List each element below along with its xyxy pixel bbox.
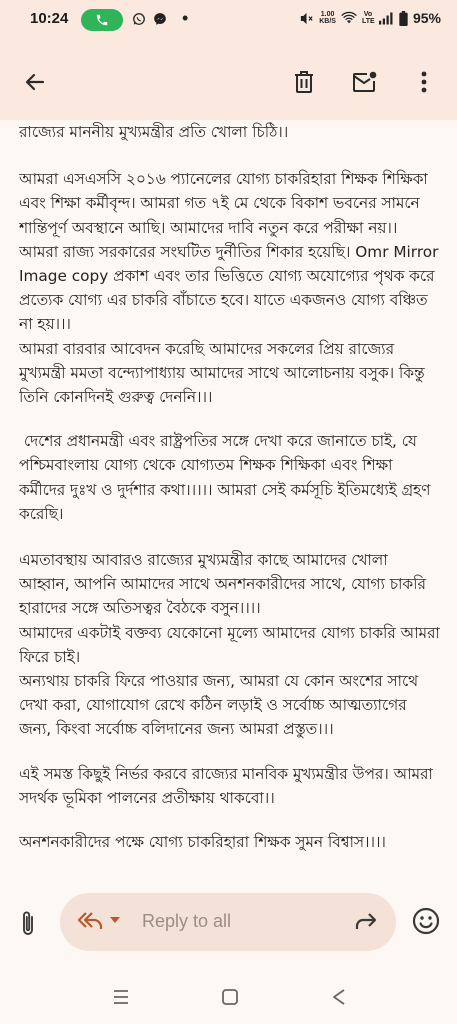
more-vert-icon [421, 71, 427, 93]
app-bar [0, 44, 457, 120]
status-time: 10:24 [30, 10, 69, 27]
system-nav-bar [0, 970, 457, 1024]
wifi-icon [341, 11, 357, 25]
reply-all-icon [76, 909, 104, 931]
reply-placeholder: Reply to all [142, 911, 232, 931]
phone-icon [95, 13, 109, 27]
recent-apps-button[interactable] [108, 984, 134, 1010]
email-signature: অনশনকারীদের পক্ষে যোগ্য চাকরিহারা শিক্ষক সুমন বিশ্বাস।।।। [19, 833, 386, 852]
back-arrow-icon [23, 70, 47, 94]
recent-apps-icon [112, 989, 130, 1005]
status-bar [0, 0, 457, 44]
dropdown-arrow-icon [110, 916, 120, 924]
mark-unread-button[interactable] [349, 66, 381, 98]
whatsapp-icon [132, 12, 146, 26]
delete-button[interactable] [288, 66, 320, 98]
reply-mode-selector[interactable] [76, 909, 120, 931]
more-options-button[interactable] [408, 66, 440, 98]
reply-bar [0, 876, 457, 970]
back-icon [331, 988, 347, 1006]
email-paragraph-3: দেশের প্রধানমন্ত্রী এবং রাষ্ট্রপতির সঙ্গে দেখা করে জানাতে চাই, যে পশ্চিমবাংলায় যোগ্য থেকে যোগ্যতম শিক্ষক শিক্ষিকা এবং শিক্ষা কর্মীদের দুঃখ ও দুর্দশার কথা।।।।। আমরা সেই কর্মসূচি ইতিমধ্যেই গ্রহণ করেছি। [19, 432, 436, 523]
attachment-icon [20, 910, 36, 938]
mute-icon [299, 11, 314, 26]
signal-icon [379, 12, 394, 25]
email-paragraph-4: এমতাবস্থায় আবারও রাজ্যের মুখ্যমন্ত্রীর কাছে আমাদের খোলা আহ্বান, আপনি আমাদের সাথে অনশনকারীদের সাথে, যোগ্য চাকরি হারাদের সঙ্গে অতিসত্বর বৈঠকে বসুন।।।। আমাদের একটাই বক্তব্য যেকোনো মূল্যে আমাদের যোগ্য চাকরি আমরা ফিরে চাই। অন্যথায় চাকরি ফিরে পাওয়ার জন্য, আমরা যে কোন অংশের সাথে দেখা করা, যোগাযোগ রেখে কঠিন লড়াই ও সর্বোচ্চ আত্মত্যাগের জন্য, কিংবা সর্বোচ্চ বলিদানের জন্য আমরা প্রস্তুত।।। [19, 551, 440, 739]
volte-label: Vo LTE [361, 11, 375, 25]
emoji-icon [411, 906, 441, 936]
notification-dot: • [182, 8, 189, 28]
net-speed: 1.00 KB/S [319, 11, 336, 25]
battery-icon [399, 11, 408, 26]
back-button[interactable] [19, 66, 51, 98]
attach-button[interactable] [14, 908, 42, 940]
email-paragraph-5: এই সমস্ত কিছুই নির্ভর করবে রাজ্যের মানবিক মুখ্যমন্ত্রীর উপর। আমরা সদর্থক ভূমিকা পালনের প্রতীক্ষায় থাকবো।। [19, 764, 433, 807]
battery-percent: 95% [412, 10, 441, 26]
emoji-button[interactable] [411, 906, 443, 938]
reply-input[interactable] [60, 893, 396, 951]
email-body [19, 120, 441, 876]
trash-icon [293, 70, 315, 94]
home-icon [221, 988, 239, 1006]
home-button[interactable] [217, 984, 243, 1010]
messenger-icon [153, 12, 167, 26]
forward-icon [354, 910, 378, 932]
forward-button[interactable] [354, 910, 378, 936]
email-paragraph-2: আমরা এসএসসি ২০১৬ প্যানেলের যোগ্য চাকরিহারা শিক্ষক শিক্ষিকা এবং শিক্ষা কর্মীবৃন্দ। আমরা গত ৭ই মে থেকে বিকাশ ভবনের সামনে শান্তিপূর্ণ অবস্থানে আছি। আমাদের দাবি নতুন করে পরীক্ষা নয়।। আমরা রাজ্য সরকারের সংঘটিত দুর্নীতির শিকার হয়েছি। Omr Mirror Image copy প্রকাশ এবং তার ভিত্তিতে যোগ্য অযোগ্যের পৃথক করে প্রত্যেক যোগ্য এর চাকরি বাঁচাতে হবে। যাতে একজনও যোগ্য বঞ্চিত না হয়।।। আমরা বারবার আবেদন করেছি আমাদের সকলের প্রিয় রাজ্যের মুখ্যমন্ত্রী মমতা বন্দ্যোপাধ্যায় আমাদের সাথে আলোচনায় বসুক। কিন্তু তিনি কোনদিনই গুরুত্ব দেননি।।। [19, 170, 439, 407]
ongoing-call-pill[interactable] [81, 9, 123, 31]
system-back-button[interactable] [326, 984, 352, 1010]
email-paragraph-1: রাজ্যের মাননীয় মুখ্যমন্ত্রীর প্রতি খোলা চিঠি।। [19, 123, 289, 141]
mark-unread-icon [352, 71, 378, 93]
